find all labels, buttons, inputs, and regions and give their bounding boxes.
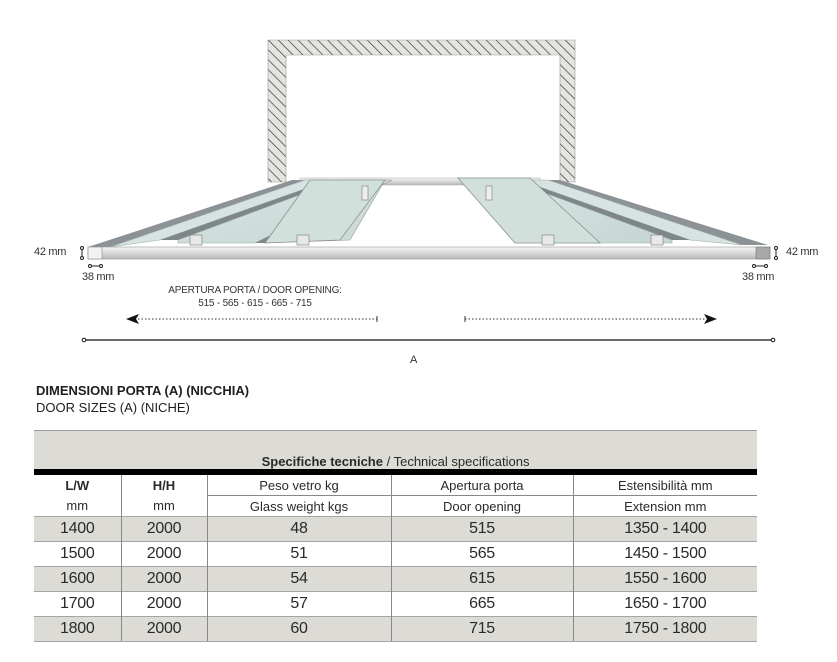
cell-width: 1800 — [34, 617, 121, 642]
right-glass-panels — [458, 178, 768, 245]
cell-glass-weight: 51 — [207, 542, 391, 567]
table-row — [34, 517, 757, 542]
section-title-italian: DIMENSIONI PORTA (A) (NICCHIA) — [36, 383, 250, 398]
cell-width: 1400 — [34, 517, 121, 542]
table-row — [34, 592, 757, 617]
cell-door-opening: 665 — [391, 592, 573, 617]
cell-door-opening: 515 — [391, 517, 573, 542]
cell-width: 1500 — [34, 542, 121, 567]
right-width-label: 38 mm — [742, 271, 775, 283]
door-opening-caption — [140, 284, 370, 310]
cell-width: 1600 — [34, 567, 121, 592]
cell-extension: 1750 - 1800 — [573, 617, 757, 642]
cell-door-opening: 615 — [391, 567, 573, 592]
cell-height: 2000 — [121, 567, 207, 592]
niche-wall — [268, 40, 575, 182]
col-subheader-door-opening: Door opening — [391, 496, 573, 517]
table-title-band: Specifiche tecniche / Technical specifications — [34, 431, 757, 470]
table-title-english: Technical specifications — [393, 454, 530, 469]
cell-height: 2000 — [121, 517, 207, 542]
table-row — [34, 542, 757, 567]
cell-height: 2000 — [121, 592, 207, 617]
dimension-a-label: A — [410, 354, 418, 366]
cell-height: 2000 — [121, 617, 207, 642]
cell-extension: 1650 - 1700 — [573, 592, 757, 617]
cell-width: 1700 — [34, 592, 121, 617]
left-glass-panels — [88, 180, 392, 247]
cell-extension: 1450 - 1500 — [573, 542, 757, 567]
col-header-glass-weight: Peso vetro kg — [207, 475, 391, 496]
dimension-a-line — [82, 338, 775, 342]
cell-glass-weight: 54 — [207, 567, 391, 592]
col-unit-height: mm — [121, 496, 207, 517]
col-header-height: H/H — [121, 475, 207, 496]
cell-extension: 1350 - 1400 — [573, 517, 757, 542]
cell-glass-weight: 57 — [207, 592, 391, 617]
specifications-table — [34, 430, 757, 642]
left-height-label: 42 mm — [34, 246, 67, 258]
col-subheader-extension: Extension mm — [573, 496, 757, 517]
right-height-label: 42 mm — [786, 246, 819, 258]
cell-door-opening: 715 — [391, 617, 573, 642]
col-subheader-glass-weight: Glass weight kgs — [207, 496, 391, 517]
door-opening-label: APERTURA PORTA / DOOR OPENING: — [168, 285, 342, 296]
cell-glass-weight: 60 — [207, 617, 391, 642]
cell-extension: 1550 - 1600 — [573, 567, 757, 592]
cell-glass-weight: 48 — [207, 517, 391, 542]
col-header-width: L/W — [34, 475, 121, 496]
col-header-extension: Estensibilità mm — [573, 475, 757, 496]
door-opening-values: 515 - 565 - 615 - 665 - 715 — [198, 298, 312, 309]
left-width-label: 38 mm — [82, 271, 115, 283]
door-opening-arrows — [126, 314, 717, 324]
cell-height: 2000 — [121, 542, 207, 567]
bottom-rail — [88, 247, 770, 259]
table-title-italian: Specifiche tecniche — [261, 454, 383, 469]
col-unit-width: mm — [34, 496, 121, 517]
cell-door-opening: 565 — [391, 542, 573, 567]
col-header-door-opening: Apertura porta — [391, 475, 573, 496]
section-title-english: DOOR SIZES (A) (NICHE) — [36, 400, 190, 415]
table-row — [34, 567, 757, 592]
table-row — [34, 617, 757, 642]
